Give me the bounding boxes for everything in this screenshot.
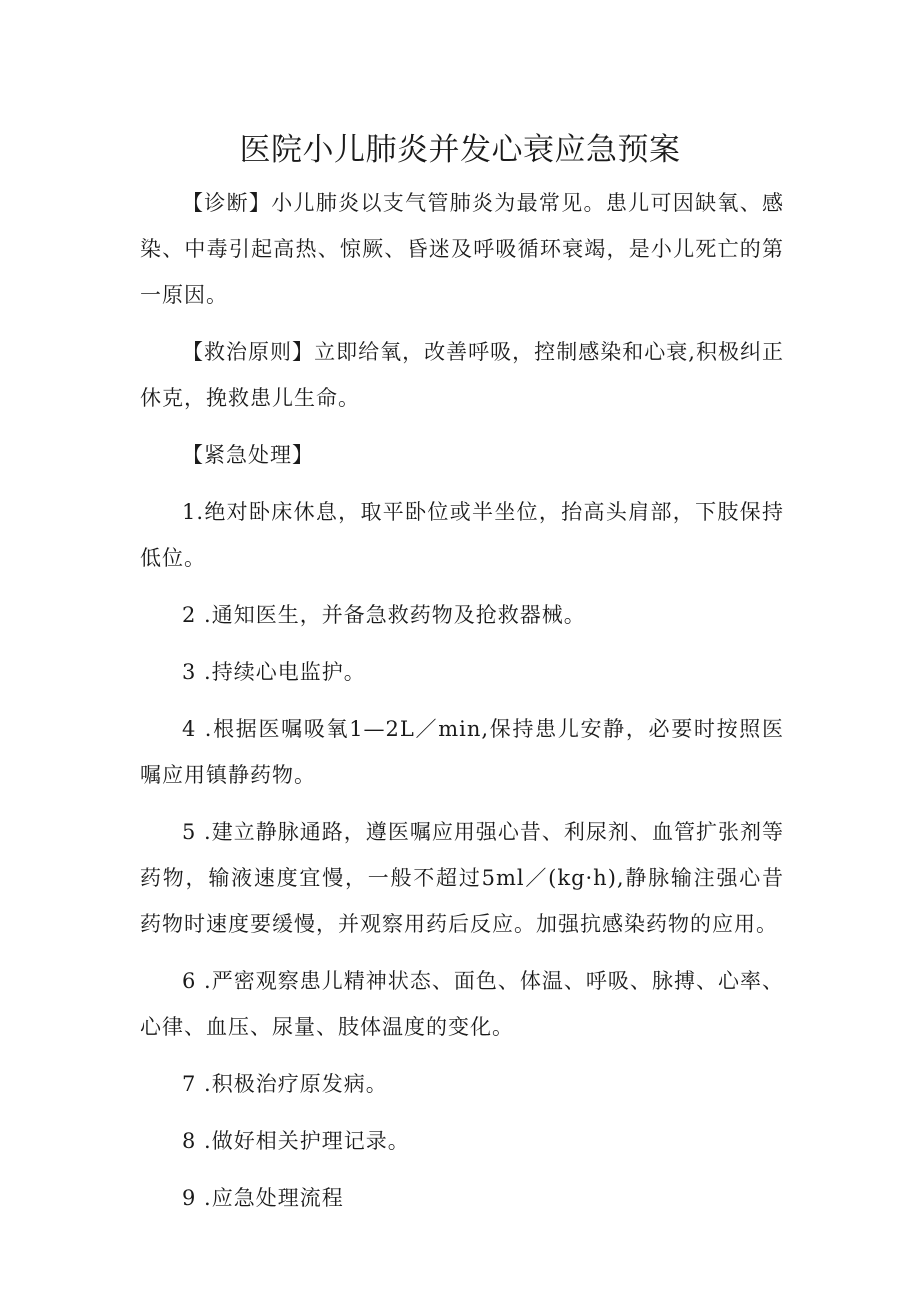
- list-item-2: 2 .通知医生，并备急救药物及抢救器械。: [182, 603, 586, 627]
- list-item-4: 4 .根据医嘱吸氧1—2L／min,保持患儿安静，必要时按照医嘱应用镇静药物。: [140, 717, 784, 787]
- document-body: [140, 180, 784, 1232]
- paragraph-diagnosis: 【诊断】小儿肺炎以支气管肺炎为最常见。患儿可因缺氧、感染、中毒引起高热、惊厥、昏迷及呼吸循环衰竭，是小儿死亡的第一原因。: [140, 191, 784, 307]
- paragraph-treatment-principle: 【救治原则】立即给氧，改善呼吸，控制感染和心衰,积极纠正休克，挽救患儿生命。: [140, 340, 784, 410]
- list-item-3: 3 .持续心电监护。: [182, 660, 366, 684]
- list-item-7: 7 .积极治疗原发病。: [182, 1072, 388, 1096]
- list-item-6: 6 .严密观察患儿精神状态、面色、体温、呼吸、脉搏、心率、心律、血压、尿量、肢体温度的变化。: [140, 969, 784, 1039]
- list-item-8: 8 .做好相关护理记录。: [182, 1129, 410, 1153]
- document-title: 医院小儿肺炎并发心衰应急预案: [239, 132, 681, 168]
- list-item-9: 9 .应急处理流程: [182, 1186, 344, 1210]
- list-item-5: 5 .建立静脉通路，遵医嘱应用强心昔、利尿剂、血管扩张剂等药物，输液速度宜慢，一般不超过5ml／(kg·h),静脉输注强心昔药物时速度要缓慢，并观察用药后反应。加强抗感染药物的应用。: [140, 820, 784, 936]
- list-item-1: 1.绝对卧床休息，取平卧位或半坐位，抬高头肩部，下肢保持低位。: [140, 500, 784, 570]
- section-heading-emergency: 【紧急处理】: [182, 443, 314, 467]
